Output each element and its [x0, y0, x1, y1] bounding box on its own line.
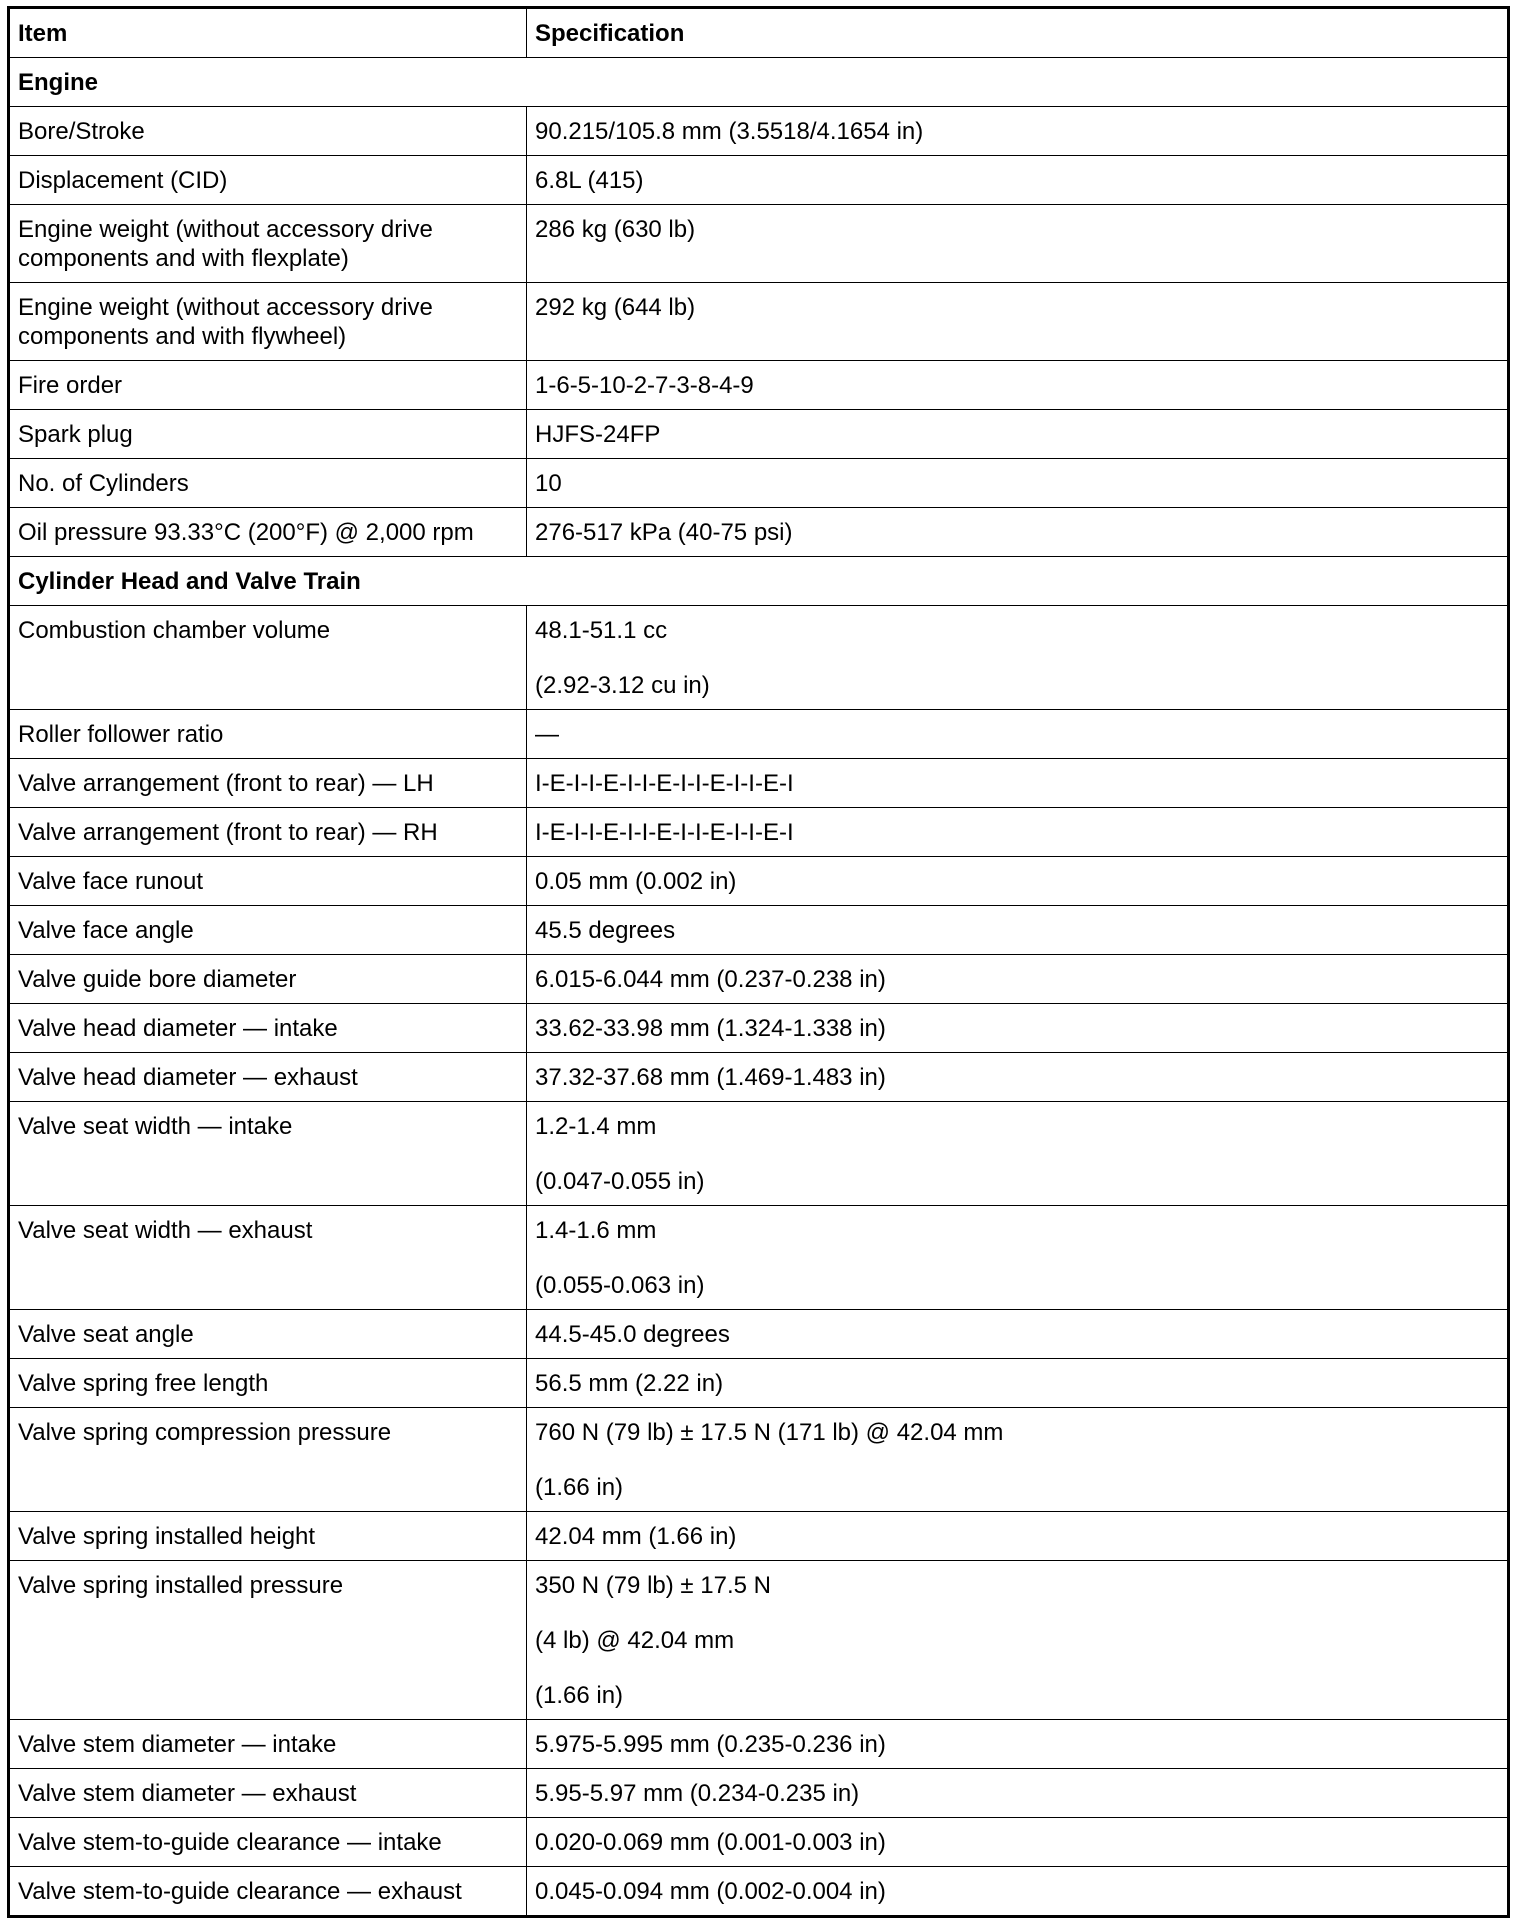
- specification-line: 48.1-51.1 cc: [535, 617, 668, 644]
- item-cell: Valve face runout: [9, 857, 527, 906]
- specification-line: 33.62-33.98 mm (1.324-1.338 in): [535, 1015, 886, 1042]
- item-cell: Displacement (CID): [9, 156, 527, 205]
- specification-line: 42.04 mm (1.66 in): [535, 1523, 737, 1550]
- table-row: [9, 955, 1509, 1004]
- table-row: [9, 107, 1509, 156]
- table-row: [9, 1408, 1509, 1512]
- item-cell: Engine weight (without accessory drive components and with flexplate): [9, 205, 527, 283]
- specification-cell: [527, 857, 1509, 906]
- specification-line: 37.32-37.68 mm (1.469-1.483 in): [535, 1064, 886, 1091]
- item-cell: Valve arrangement (front to rear) — LH: [9, 759, 527, 808]
- table-row: [9, 1720, 1509, 1769]
- table-row: [9, 759, 1509, 808]
- item-cell: Oil pressure 93.33°C (200°F) @ 2,000 rpm: [9, 508, 527, 557]
- specification-cell: [527, 361, 1509, 410]
- specification-line: 44.5-45.0 degrees: [535, 1321, 730, 1348]
- specification-cell: [527, 410, 1509, 459]
- table-row: [9, 1310, 1509, 1359]
- specification-line: 292 kg (644 lb): [535, 294, 696, 321]
- item-cell: Valve face angle: [9, 906, 527, 955]
- item-cell: Valve head diameter — exhaust: [9, 1053, 527, 1102]
- specification-cell: [527, 808, 1509, 857]
- table-row: [9, 508, 1509, 557]
- specification-cell: [527, 205, 1509, 283]
- specification-line: (0.055-0.063 in): [535, 1272, 705, 1299]
- table-row: [9, 1818, 1509, 1867]
- item-cell: Valve stem diameter — exhaust: [9, 1769, 527, 1818]
- specification-line: 5.95-5.97 mm (0.234-0.235 in): [535, 1780, 860, 1807]
- table-row: [9, 1359, 1509, 1408]
- specification-cell: [527, 1818, 1509, 1867]
- specification-cell: [527, 1053, 1509, 1102]
- item-cell: Valve stem-to-guide clearance — exhaust: [9, 1867, 527, 1917]
- specification-cell: [527, 1720, 1509, 1769]
- specification-line: (0.047-0.055 in): [535, 1168, 705, 1195]
- table-row: [9, 906, 1509, 955]
- specification-cell: [527, 508, 1509, 557]
- specification-cell: [527, 906, 1509, 955]
- specification-cell: [527, 1102, 1509, 1206]
- item-cell: Valve spring installed pressure: [9, 1561, 527, 1720]
- specification-cell: [527, 283, 1509, 361]
- specification-line: 6.8L (415): [535, 167, 644, 194]
- specification-line: HJFS-24FP: [535, 421, 661, 448]
- specification-cell: [527, 1512, 1509, 1561]
- specification-cell: [527, 759, 1509, 808]
- specification-cell: [527, 1310, 1509, 1359]
- table-row: [9, 1206, 1509, 1310]
- specification-line: 56.5 mm (2.22 in): [535, 1370, 724, 1397]
- item-cell: Valve spring free length: [9, 1359, 527, 1408]
- specification-line: 10: [535, 470, 562, 497]
- specification-cell: [527, 710, 1509, 759]
- specification-line: I-E-I-I-E-I-I-E-I-I-E-I-I-E-I: [535, 819, 794, 846]
- table-row: [9, 808, 1509, 857]
- specification-line: (2.92-3.12 cu in): [535, 672, 710, 699]
- table-row: [9, 1102, 1509, 1206]
- table-row: [9, 1561, 1509, 1720]
- header-row: [9, 8, 1509, 58]
- specification-line: I-E-I-I-E-I-I-E-I-I-E-I-I-E-I: [535, 770, 794, 797]
- item-cell: Spark plug: [9, 410, 527, 459]
- specification-line: 276-517 kPa (40-75 psi): [535, 519, 793, 546]
- specification-cell: [527, 1206, 1509, 1310]
- item-cell: Valve guide bore diameter: [9, 955, 527, 1004]
- section-row: [9, 557, 1509, 606]
- specification-line: 1.4-1.6 mm: [535, 1217, 657, 1244]
- specification-line: 1-6-5-10-2-7-3-8-4-9: [535, 372, 754, 399]
- specification-line: 0.020-0.069 mm (0.001-0.003 in): [535, 1829, 886, 1856]
- table-row: [9, 857, 1509, 906]
- table-row: [9, 283, 1509, 361]
- item-cell: Valve seat width — exhaust: [9, 1206, 527, 1310]
- item-cell: Valve stem diameter — intake: [9, 1720, 527, 1769]
- table-row: [9, 1053, 1509, 1102]
- item-cell: Valve spring installed height: [9, 1512, 527, 1561]
- table-row: [9, 410, 1509, 459]
- table-row: [9, 361, 1509, 410]
- spec-table: [7, 6, 1510, 1918]
- table-row: [9, 1769, 1509, 1818]
- specification-line: 350 N (79 lb) ± 17.5 N: [535, 1572, 771, 1599]
- item-cell: Valve spring compression pressure: [9, 1408, 527, 1512]
- specification-line: —: [535, 721, 559, 748]
- specification-cell: [527, 1867, 1509, 1917]
- column-header-specification: Specification: [527, 8, 1509, 58]
- specification-line: (1.66 in): [535, 1474, 624, 1501]
- specification-cell: [527, 1408, 1509, 1512]
- section-title: Cylinder Head and Valve Train: [9, 557, 1509, 606]
- item-cell: Valve head diameter — intake: [9, 1004, 527, 1053]
- specification-line: (4 lb) @ 42.04 mm: [535, 1627, 735, 1654]
- table-header: [9, 8, 1509, 58]
- specification-line: 5.975-5.995 mm (0.235-0.236 in): [535, 1731, 886, 1758]
- item-cell: Valve arrangement (front to rear) — RH: [9, 808, 527, 857]
- specification-cell: [527, 1769, 1509, 1818]
- specification-line: 1.2-1.4 mm: [535, 1113, 657, 1140]
- item-cell: Roller follower ratio: [9, 710, 527, 759]
- specification-cell: [527, 1004, 1509, 1053]
- table-row: [9, 459, 1509, 508]
- item-cell: Valve seat width — intake: [9, 1102, 527, 1206]
- table-body: [9, 58, 1509, 1917]
- table-row: [9, 156, 1509, 205]
- column-header-item: Item: [9, 8, 527, 58]
- table-row: [9, 606, 1509, 710]
- table-row: [9, 1004, 1509, 1053]
- section-title: Engine: [9, 58, 1509, 107]
- specification-cell: [527, 459, 1509, 508]
- specification-line: 45.5 degrees: [535, 917, 676, 944]
- item-cell: Combustion chamber volume: [9, 606, 527, 710]
- item-cell: Fire order: [9, 361, 527, 410]
- table-row: [9, 1867, 1509, 1917]
- specification-line: 0.045-0.094 mm (0.002-0.004 in): [535, 1878, 886, 1905]
- specification-line: 0.05 mm (0.002 in): [535, 868, 737, 895]
- specification-line: 760 N (79 lb) ± 17.5 N (171 lb) @ 42.04 mm: [535, 1419, 1004, 1446]
- specification-cell: [527, 1561, 1509, 1720]
- specification-line: (1.66 in): [535, 1682, 624, 1709]
- item-cell: No. of Cylinders: [9, 459, 527, 508]
- specification-cell: [527, 1359, 1509, 1408]
- specification-cell: [527, 156, 1509, 205]
- item-cell: Bore/Stroke: [9, 107, 527, 156]
- item-cell: Valve seat angle: [9, 1310, 527, 1359]
- item-cell: Valve stem-to-guide clearance — intake: [9, 1818, 527, 1867]
- specification-line: 286 kg (630 lb): [535, 216, 696, 243]
- item-cell: Engine weight (without accessory drive components and with flywheel): [9, 283, 527, 361]
- specification-line: 90.215/105.8 mm (3.5518/4.1654 in): [535, 118, 924, 145]
- table-row: [9, 710, 1509, 759]
- specification-cell: [527, 955, 1509, 1004]
- specification-cell: [527, 606, 1509, 710]
- section-row: [9, 58, 1509, 107]
- specification-cell: [527, 107, 1509, 156]
- table-row: [9, 1512, 1509, 1561]
- specification-line: 6.015-6.044 mm (0.237-0.238 in): [535, 966, 886, 993]
- table-row: [9, 205, 1509, 283]
